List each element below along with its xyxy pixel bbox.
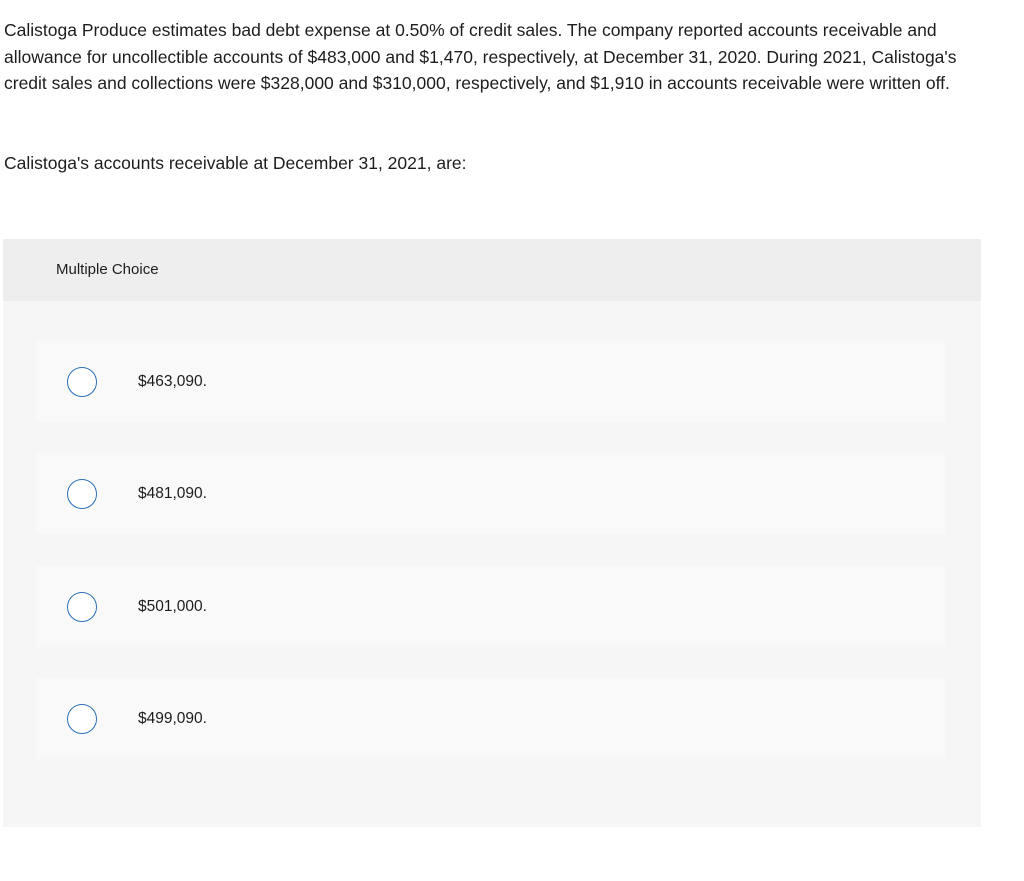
answer-option-label: $501,000. bbox=[138, 598, 207, 615]
answer-option-label: $499,090. bbox=[138, 710, 207, 727]
question-prompt: Calistoga's accounts receivable at December 31, 2021, are: bbox=[4, 153, 467, 173]
multiple-choice-panel bbox=[3, 239, 981, 827]
answer-option-2[interactable] bbox=[36, 453, 945, 534]
question-text: Calistoga Produce estimates bad debt expense at 0.50% of credit sales. The company reported accounts receivable and allowance for uncollectible accounts of $483,000 and $1,470, respectively, at December 31, 2020. During 2021, Calistoga's credit sales and collections were $328,000 and $310,000, respectively, and $1,910 in accounts receivable were written off. bbox=[4, 20, 957, 93]
answer-option-label: $481,090. bbox=[138, 485, 207, 502]
multiple-choice-header-label: Multiple Choice bbox=[56, 261, 159, 278]
answer-option-1[interactable] bbox=[36, 341, 945, 422]
multiple-choice-header bbox=[3, 239, 981, 301]
radio-button-icon[interactable] bbox=[67, 704, 97, 734]
radio-button-icon[interactable] bbox=[67, 367, 97, 397]
radio-button-icon[interactable] bbox=[67, 479, 97, 509]
answer-option-label: $463,090. bbox=[138, 373, 207, 390]
radio-button-icon[interactable] bbox=[67, 592, 97, 622]
answer-option-4[interactable] bbox=[36, 678, 945, 759]
answer-option-3[interactable] bbox=[36, 566, 945, 647]
